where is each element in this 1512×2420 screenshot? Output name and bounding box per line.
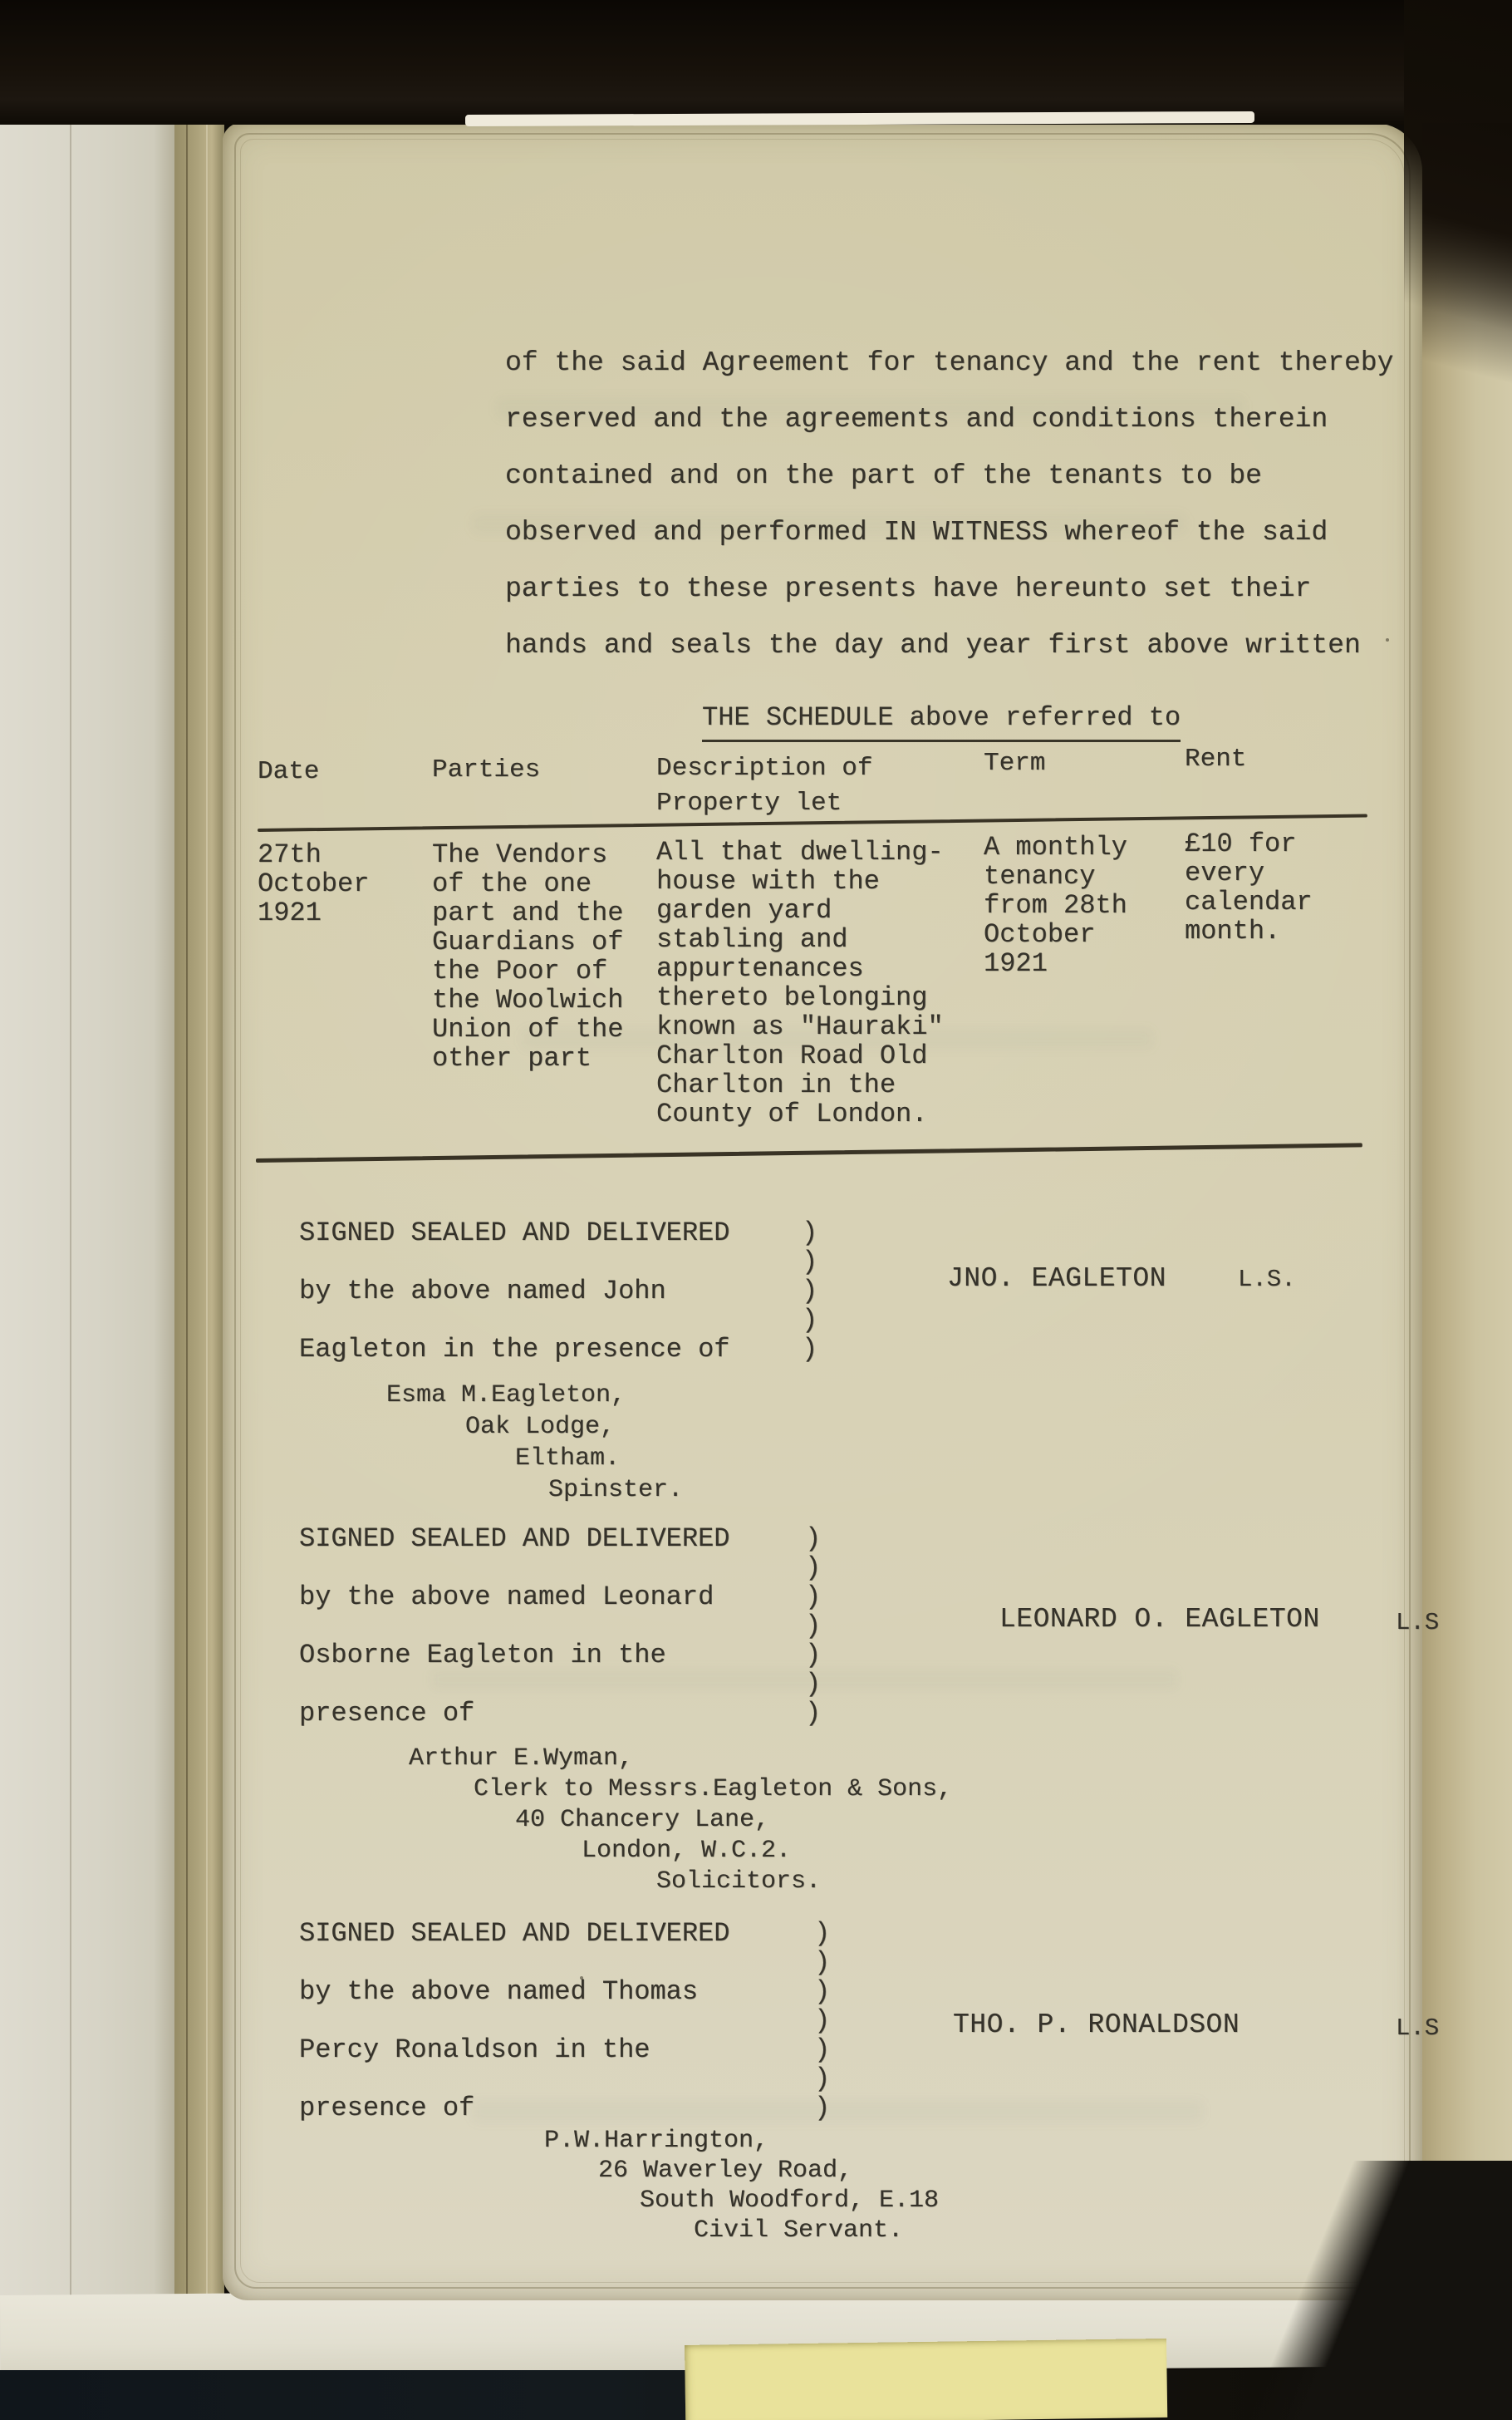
column-header-rent: Rent — [1185, 745, 1247, 774]
text-line: Spinster. — [548, 1476, 684, 1504]
text-line: the Woolwich — [432, 985, 624, 1016]
seal-mark-ls-2: L.S — [1396, 1609, 1440, 1636]
text-line: London, W.C.2. — [582, 1837, 792, 1865]
seal-mark-ls-3: L.S — [1396, 2014, 1440, 2042]
attestation-row — [299, 1217, 818, 1248]
attestation-text: presence of — [299, 2093, 475, 2123]
text-line: P.W.Harrington, — [544, 2127, 769, 2155]
attestation-row — [299, 1976, 831, 2007]
text-line: contained and on the part of the tenants to be — [505, 460, 1262, 491]
table-bottom-rule — [256, 1158, 1362, 1163]
text-line: garden yard — [656, 895, 832, 926]
text-line: hands and seals the day and year first above written — [505, 630, 1361, 661]
text-line: every — [1185, 858, 1265, 888]
brace-paren: ) — [805, 1611, 822, 1641]
attestation-row — [299, 1947, 831, 1978]
text-line: from 28th — [984, 890, 1127, 921]
text-line: of the said Agreement for tenancy and the rent thereby — [505, 347, 1394, 378]
text-line: house with the — [656, 866, 880, 897]
text-line: appurtenances — [656, 953, 864, 984]
attestation-row — [299, 1552, 822, 1583]
right-edge-top-shadow — [1422, 123, 1512, 472]
cell-parties — [432, 840, 623, 1073]
text-line: parties to these presents have hereunto set their — [505, 573, 1312, 604]
text-line: A monthly — [984, 832, 1127, 863]
attestation-text: by the above named Leonard — [299, 1581, 714, 1612]
text-line: part and the — [432, 898, 624, 928]
attestation-row — [299, 1334, 818, 1365]
text-line: 27th — [258, 839, 322, 870]
text-line: stabling and — [656, 924, 848, 955]
text-line: October — [984, 919, 1096, 950]
text-line: 1921 — [258, 898, 322, 928]
attestation-clause-john-eagleton — [299, 1217, 818, 1365]
text-line: Esma M.Eagleton, — [386, 1381, 626, 1409]
text-line: reserved and the agreements and conditions therein — [505, 404, 1328, 435]
text-line: Arthur E.Wyman, — [409, 1744, 634, 1773]
signature-leonard-eagleton: LEONARD O. EAGLETON — [999, 1604, 1320, 1635]
text-line: calendar — [1185, 887, 1313, 917]
signature-thomas-ronaldson: THO. P. RONALDSON — [953, 2009, 1240, 2040]
text-line: October — [258, 868, 370, 899]
attestation-row — [299, 2005, 831, 2036]
attestation-text: SIGNED SEALED AND DELIVERED — [299, 1523, 730, 1554]
cell-description — [656, 838, 944, 1129]
attestation-text: Eagleton in the presence of — [299, 1334, 730, 1365]
column-header-date: Date — [258, 757, 320, 786]
attestation-row — [299, 1669, 822, 1699]
attestation-row — [299, 2093, 831, 2123]
text-line: Union of the — [432, 1014, 624, 1045]
text-line: thereto belonging — [656, 982, 928, 1013]
brace-paren: ) — [802, 1247, 818, 1277]
attestation-text: by the above named John — [299, 1276, 666, 1306]
text-line: 26 Waverley Road, — [598, 2157, 853, 2185]
gutter-highlight-line — [206, 123, 208, 2420]
attestation-row — [299, 1640, 822, 1670]
attestation-text: presence of — [299, 1698, 475, 1729]
column-header-parties: Parties — [432, 755, 541, 785]
cell-date — [258, 840, 369, 927]
brace-paren: ) — [805, 1552, 822, 1583]
text-line: Charlton in the — [656, 1070, 896, 1100]
text-line: month. — [1185, 916, 1281, 947]
agreement-closing-paragraph — [505, 335, 1393, 674]
text-line: All that dwelling- — [656, 837, 944, 868]
text-line: Oak Lodge, — [465, 1413, 616, 1441]
attestation-row — [299, 1247, 818, 1277]
brace-paren: ) — [814, 2093, 831, 2123]
bottom-right-cover-shadow — [1146, 2161, 1512, 2420]
text-line: the Poor of — [432, 956, 608, 986]
text-line: Clerk to Messrs.Eagleton & Sons, — [474, 1775, 953, 1803]
witness-details-arthur-wyman — [409, 1744, 952, 1897]
yellow-slip-bottom — [685, 2339, 1167, 2420]
text-line: other part — [432, 1043, 592, 1074]
column-header-term: Term — [984, 749, 1046, 778]
brace-paren: ) — [805, 1523, 822, 1554]
text-line: observed and performed IN WITNESS whereof the said — [505, 517, 1328, 548]
attestation-row — [299, 1305, 818, 1335]
attestation-row — [299, 2063, 831, 2094]
attestation-text: SIGNED SEALED AND DELIVERED — [299, 1918, 730, 1949]
text-line: 40 Chancery Lane, — [515, 1806, 770, 1834]
text-line: South Woodford, E.18 — [640, 2186, 940, 2215]
attestation-row — [299, 1611, 822, 1641]
attestation-text: Osborne Eagleton in the — [299, 1640, 666, 1670]
brace-paren: ) — [814, 2034, 831, 2065]
text-line: tenancy — [984, 861, 1096, 892]
brace-paren: ) — [802, 1276, 818, 1306]
attestation-text: SIGNED SEALED AND DELIVERED — [299, 1217, 730, 1248]
attestation-row — [299, 1918, 831, 1949]
brace-paren: ) — [805, 1581, 822, 1612]
text-line: Solicitors. — [656, 1867, 822, 1896]
underlying-pages-left-edge — [0, 123, 174, 2420]
attestation-row — [299, 1523, 822, 1554]
brace-paren: ) — [814, 2005, 831, 2036]
text-line: £10 for — [1185, 829, 1297, 859]
book-gutter — [174, 123, 224, 2420]
brace-paren: ) — [814, 1976, 831, 2007]
attestation-clause-thomas-ronaldson — [299, 1918, 831, 2123]
brace-paren: ) — [802, 1305, 818, 1335]
cell-term — [984, 833, 1127, 978]
book-cover-top — [0, 0, 1512, 125]
text-line: Guardians of — [432, 927, 624, 957]
brace-paren: ) — [805, 1640, 822, 1670]
text-line: Eltham. — [515, 1444, 621, 1473]
column-header-description-line2: Property let — [656, 789, 842, 818]
brace-paren: ) — [814, 2063, 831, 2094]
brace-paren: ) — [802, 1217, 818, 1248]
brace-paren: ) — [805, 1698, 822, 1729]
column-header-description: Description of — [656, 754, 873, 783]
attestation-text: by the above named Thomas — [299, 1976, 699, 2007]
seal-mark-ls-1: L.S. — [1238, 1266, 1296, 1293]
brace-paren: ) — [814, 1918, 831, 1949]
attestation-text: Percy Ronaldson in the — [299, 2034, 650, 2065]
brace-paren: ) — [802, 1334, 818, 1365]
attestation-row — [299, 1581, 822, 1612]
cell-rent — [1185, 829, 1313, 946]
witness-details-pw-harrington — [544, 2126, 939, 2245]
page-edge-line — [70, 123, 71, 2420]
attestation-row — [299, 1698, 822, 1729]
attestation-row — [299, 1276, 818, 1306]
witness-details-esma-eagleton — [386, 1380, 683, 1506]
brace-paren: ) — [805, 1669, 822, 1699]
gutter-edge-line — [186, 123, 188, 2420]
text-line: Charlton Road Old — [656, 1040, 928, 1071]
signature-jno-eagleton: JNO. EAGLETON — [947, 1263, 1166, 1294]
text-line: Civil Servant. — [694, 2216, 904, 2245]
attestation-clause-leonard-eagleton — [299, 1523, 822, 1729]
text-line: known as "Hauraki" — [656, 1011, 944, 1042]
schedule-heading: THE SCHEDULE above referred to — [702, 702, 1181, 742]
text-line: 1921 — [984, 948, 1048, 979]
text-line: County of London. — [656, 1099, 928, 1129]
text-line: of the one — [432, 868, 592, 899]
document-page — [223, 123, 1440, 2300]
brace-paren: ) — [814, 1947, 831, 1978]
attestation-row — [299, 2034, 831, 2065]
text-line: The Vendors — [432, 839, 608, 870]
